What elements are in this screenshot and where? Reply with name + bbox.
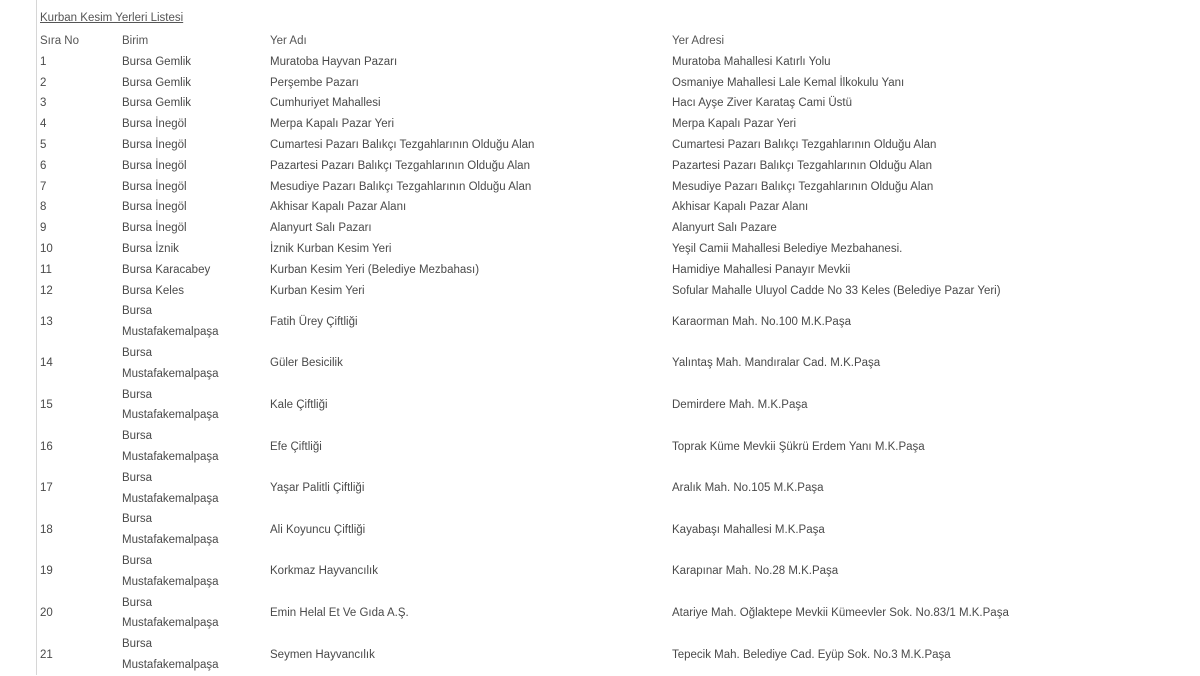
slaughter-places-table <box>40 31 1160 676</box>
row-number: 16 <box>40 440 53 453</box>
row-number: 10 <box>40 242 53 255</box>
row-unit <box>122 114 270 135</box>
row-place-name: Emin Helal Et Ve Gıda A.Ş. <box>270 606 409 619</box>
row-place-name: İznik Kurban Kesim Yeri <box>270 242 392 255</box>
row-number: 6 <box>40 159 47 172</box>
column-header-no: Sıra No <box>40 35 79 47</box>
row-unit-line: Mustafakemalpaşa <box>122 409 219 422</box>
row-number: 18 <box>40 523 53 536</box>
row-unit-line: Mustafakemalpaşa <box>122 534 219 547</box>
row-unit <box>122 634 270 676</box>
row-place-name: Ali Koyuncu Çiftliği <box>270 523 366 536</box>
row-unit-line: Bursa Gemlik <box>122 76 192 89</box>
row-place-address: Aralık Mah. No.105 M.K.Paşa <box>672 482 824 495</box>
row-place-name: Perşembe Pazarı <box>270 76 359 89</box>
row-number: 14 <box>40 357 53 370</box>
table-row <box>40 426 1160 468</box>
row-place-name: Pazartesi Pazarı Balıkçı Tezgahlarının Olduğu Alan <box>270 159 530 172</box>
row-unit-line: Bursa <box>122 471 153 484</box>
row-number: 7 <box>40 180 47 193</box>
table-row <box>40 177 1160 198</box>
row-number: 3 <box>40 97 47 110</box>
row-place-address: Karapınar Mah. No.28 M.K.Paşa <box>672 565 839 578</box>
row-place-name: Mesudiye Pazarı Balıkçı Tezgahlarının Olduğu Alan <box>270 180 532 193</box>
row-place-name: Fatih Ürey Çiftliği <box>270 315 358 328</box>
row-number: 19 <box>40 565 53 578</box>
row-unit <box>122 93 270 114</box>
row-unit-line: Bursa <box>122 554 153 567</box>
table-row <box>40 634 1160 676</box>
row-unit <box>122 260 270 281</box>
row-unit <box>122 52 270 73</box>
row-unit-line: Mustafakemalpaşa <box>122 367 219 380</box>
row-unit <box>122 301 270 343</box>
row-place-address: Tepecik Mah. Belediye Cad. Eyüp Sok. No.3 M.K.Paşa <box>672 648 951 661</box>
row-unit-line: Mustafakemalpaşa <box>122 492 219 505</box>
row-place-address: Yeşil Camii Mahallesi Belediye Mezbahanesi. <box>672 242 903 255</box>
row-place-address: Karaorman Mah. No.100 M.K.Paşa <box>672 315 851 328</box>
table-row <box>40 281 1160 302</box>
row-unit <box>122 509 270 551</box>
table-row <box>40 135 1160 156</box>
row-unit-line: Bursa İnegöl <box>122 118 187 131</box>
row-place-address: Hamidiye Mahallesi Panayır Mevkii <box>672 263 851 276</box>
row-unit <box>122 593 270 635</box>
table-header-row <box>40 31 1160 52</box>
row-place-address: Hacı Ayşe Ziver Karataş Cami Üstü <box>672 97 853 110</box>
table-row <box>40 260 1160 281</box>
row-unit <box>122 281 270 302</box>
table-row <box>40 551 1160 593</box>
row-unit-line: Bursa <box>122 430 153 443</box>
row-place-name: Muratoba Hayvan Pazarı <box>270 55 398 68</box>
row-place-address: Akhisar Kapalı Pazar Alanı <box>672 201 809 214</box>
row-place-name: Yaşar Palitli Çiftliği <box>270 482 365 495</box>
row-unit-line: Bursa <box>122 305 153 318</box>
table-row <box>40 509 1160 551</box>
row-unit-line: Bursa <box>122 388 153 401</box>
row-unit <box>122 218 270 239</box>
left-border-line <box>36 0 37 675</box>
row-unit <box>122 551 270 593</box>
row-unit-line: Mustafakemalpaşa <box>122 617 219 630</box>
row-unit <box>122 156 270 177</box>
row-place-address: Toprak Küme Mevkii Şükrü Erdem Yanı M.K.Paşa <box>672 440 925 453</box>
row-place-address: Kayabaşı Mahallesi M.K.Paşa <box>672 523 825 536</box>
row-number: 5 <box>40 138 47 151</box>
row-place-name: Merpa Kapalı Pazar Yeri <box>270 118 395 131</box>
row-unit <box>122 135 270 156</box>
row-unit-line: Bursa Keles <box>122 284 185 297</box>
row-number: 8 <box>40 201 47 214</box>
list-title-link[interactable]: Kurban Kesim Yerleri Listesi <box>40 12 184 24</box>
row-place-name: Cumartesi Pazarı Balıkçı Tezgahlarının Olduğu Alan <box>270 138 535 151</box>
row-unit <box>122 468 270 510</box>
row-place-name: Alanyurt Salı Pazarı <box>270 222 372 235</box>
row-unit-line: Bursa <box>122 638 153 651</box>
column-header-unit: Birim <box>122 35 149 47</box>
row-place-address: Cumartesi Pazarı Balıkçı Tezgahlarının Olduğu Alan <box>672 138 937 151</box>
table-row <box>40 197 1160 218</box>
row-unit-line: Bursa İnegöl <box>122 180 187 193</box>
row-place-address: Sofular Mahalle Uluyol Cadde No 33 Keles (Belediye Pazar Yeri) <box>672 284 1001 297</box>
row-unit-line: Mustafakemalpaşa <box>122 658 219 671</box>
row-place-address: Osmaniye Mahallesi Lale Kemal İlkokulu Yanı <box>672 76 905 89</box>
table-row <box>40 468 1160 510</box>
row-unit <box>122 343 270 385</box>
row-place-name: Güler Besicilik <box>270 357 343 370</box>
row-number: 13 <box>40 315 53 328</box>
row-place-address: Muratoba Mahallesi Katırlı Yolu <box>672 55 831 68</box>
row-number: 1 <box>40 55 47 68</box>
table-body <box>40 52 1160 676</box>
row-unit <box>122 73 270 94</box>
row-place-name: Kurban Kesim Yeri (Belediye Mezbahası) <box>270 263 480 276</box>
row-number: 17 <box>40 482 53 495</box>
row-number: 4 <box>40 118 47 131</box>
row-place-address: Merpa Kapalı Pazar Yeri <box>672 118 797 131</box>
row-number: 20 <box>40 606 53 619</box>
table-row <box>40 52 1160 73</box>
table-row <box>40 156 1160 177</box>
row-place-address: Yalıntaş Mah. Mandıralar Cad. M.K.Paşa <box>672 357 881 370</box>
row-place-address: Pazartesi Pazarı Balıkçı Tezgahlarının Olduğu Alan <box>672 159 932 172</box>
row-place-address: Alanyurt Salı Pazare <box>672 222 777 235</box>
row-place-address: Mesudiye Pazarı Balıkçı Tezgahlarının Olduğu Alan <box>672 180 934 193</box>
row-unit <box>122 385 270 427</box>
row-unit-line: Bursa Gemlik <box>122 97 192 110</box>
row-unit <box>122 197 270 218</box>
column-header-name: Yer Adı <box>270 35 307 47</box>
row-unit-line: Mustafakemalpaşa <box>122 326 219 339</box>
row-unit-line: Mustafakemalpaşa <box>122 450 219 463</box>
row-number: 2 <box>40 76 47 89</box>
row-unit-line: Bursa İnegöl <box>122 138 187 151</box>
row-number: 12 <box>40 284 53 297</box>
row-unit-line: Bursa İnegöl <box>122 159 187 172</box>
row-place-address: Atariye Mah. Oğlaktepe Mevkii Kümeevler Sok. No.83/1 M.K.Paşa <box>672 606 1009 619</box>
row-unit <box>122 239 270 260</box>
row-unit-line: Bursa <box>122 513 153 526</box>
row-place-name: Seymen Hayvancılık <box>270 648 375 661</box>
row-place-name: Kale Çiftliği <box>270 398 328 411</box>
table-row <box>40 239 1160 260</box>
row-number: 21 <box>40 648 53 661</box>
table-row <box>40 218 1160 239</box>
column-header-address: Yer Adresi <box>672 35 724 47</box>
row-unit-line: Bursa Gemlik <box>122 55 192 68</box>
table-row <box>40 114 1160 135</box>
table-row <box>40 343 1160 385</box>
row-unit-line: Bursa İznik <box>122 242 179 255</box>
row-number: 9 <box>40 222 47 235</box>
row-unit-line: Bursa <box>122 596 153 609</box>
row-unit-line: Bursa İnegöl <box>122 222 187 235</box>
row-number: 11 <box>40 263 52 276</box>
row-place-name: Akhisar Kapalı Pazar Alanı <box>270 201 407 214</box>
table-row <box>40 593 1160 635</box>
row-number: 15 <box>40 398 53 411</box>
row-place-name: Efe Çiftliği <box>270 440 322 453</box>
table-row <box>40 73 1160 94</box>
table-row <box>40 385 1160 427</box>
row-place-name: Cumhuriyet Mahallesi <box>270 97 381 110</box>
row-unit-line: Bursa Karacabey <box>122 263 211 276</box>
row-place-address: Demirdere Mah. M.K.Paşa <box>672 398 808 411</box>
row-unit-line: Bursa İnegöl <box>122 201 187 214</box>
row-unit <box>122 426 270 468</box>
table-row <box>40 301 1160 343</box>
row-place-name: Kurban Kesim Yeri <box>270 284 365 297</box>
row-unit <box>122 177 270 198</box>
row-unit-line: Bursa <box>122 346 153 359</box>
table-row <box>40 93 1160 114</box>
row-unit-line: Mustafakemalpaşa <box>122 575 219 588</box>
row-place-name: Korkmaz Hayvancılık <box>270 565 379 578</box>
